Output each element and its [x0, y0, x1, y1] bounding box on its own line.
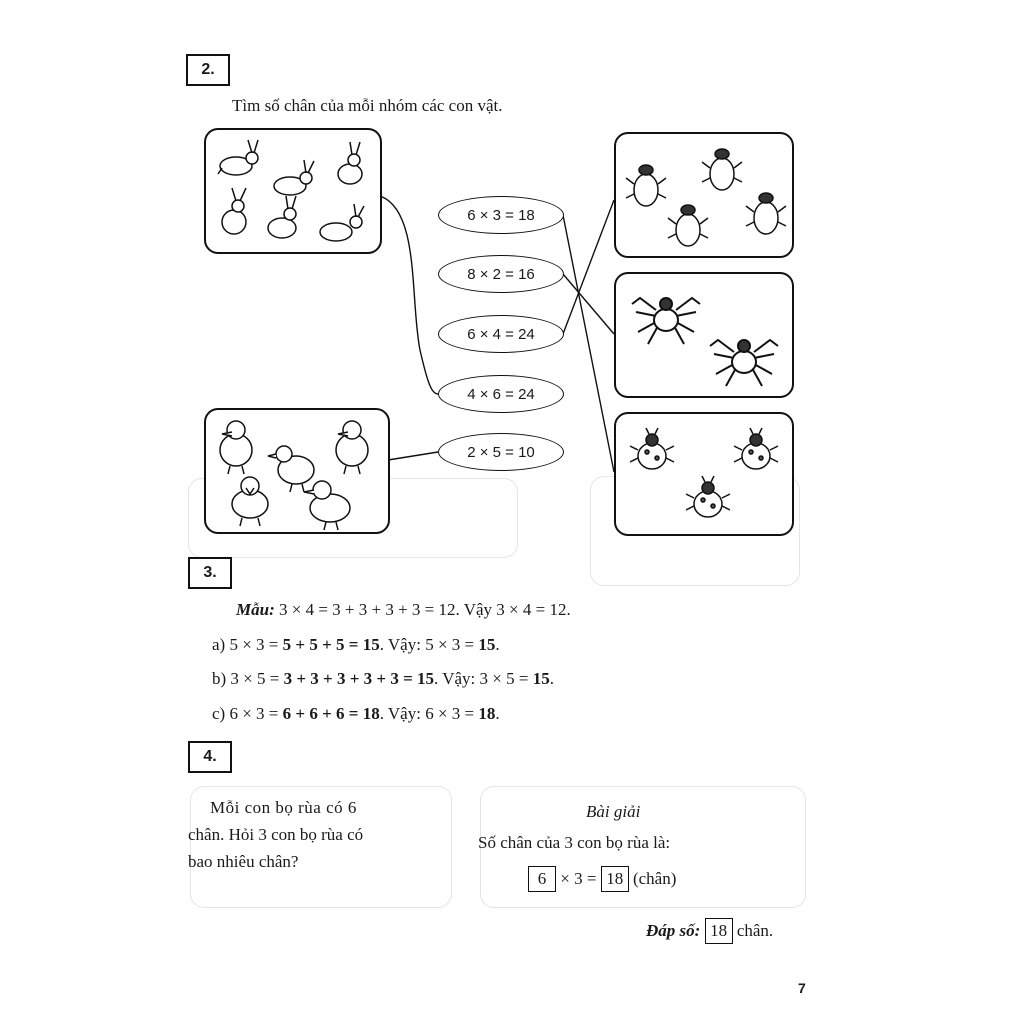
eq3-to-beetles-line — [563, 200, 614, 334]
calc-unit: (chân) — [632, 869, 677, 888]
exercise-prefix: c) 6 × 3 = — [212, 704, 283, 723]
final-answer — [646, 918, 773, 944]
exercise-end: . — [495, 635, 500, 654]
solution-title: Bài giải — [586, 802, 641, 821]
exercise-sum: 6 + 6 + 6 = 18 — [282, 704, 380, 723]
equation-oval[interactable]: 6 × 3 = 18 — [438, 196, 564, 234]
exercise-prefix: b) 3 × 5 = — [212, 669, 284, 688]
example-text: 3 × 4 = 3 + 3 + 3 + 3 = 12. Vậy 3 × 4 = 12. — [274, 600, 571, 619]
problem-line: Mỗi con bọ rùa có 6 — [210, 798, 357, 817]
exercise-result: 15 — [532, 669, 550, 688]
example-label: Mẫu: — [236, 600, 275, 619]
answer-box[interactable]: 6 — [528, 866, 556, 892]
equation-oval[interactable]: 4 × 6 = 24 — [438, 375, 564, 413]
exercise-prefix: a) 5 × 3 = — [212, 635, 283, 654]
answer-unit: chân. — [736, 921, 774, 940]
problem-line: bao nhiêu chân? — [188, 852, 299, 871]
exercise-result: 18 — [478, 704, 496, 723]
section-3-label: 3. — [188, 557, 232, 589]
answer-box[interactable]: 18 — [601, 866, 629, 892]
exercise-mid: . Vậy: 3 × 5 = — [434, 669, 533, 688]
page-number: 7 — [798, 980, 806, 996]
calc-operator: × 3 = — [560, 869, 597, 888]
example-line — [236, 600, 571, 620]
eq2-to-spiders-line — [563, 274, 614, 334]
section-2-instruction: Tìm số chân của mỗi nhóm các con vật. — [232, 96, 503, 115]
exercise-sum: 5 + 5 + 5 = 15 — [282, 635, 380, 654]
exercise-result: 15 — [478, 635, 496, 654]
exercise-mid: . Vậy: 6 × 3 = — [379, 704, 479, 723]
chicks-to-eq5-line — [388, 452, 438, 460]
equation-oval[interactable]: 8 × 2 = 16 — [438, 255, 564, 293]
solution-calc — [528, 866, 676, 892]
exercise-line-b — [212, 669, 554, 689]
answer-box[interactable]: 18 — [705, 918, 733, 944]
problem-line: chân. Hỏi 3 con bọ rùa có — [188, 825, 364, 844]
equation-oval[interactable]: 6 × 4 = 24 — [438, 315, 564, 353]
exercise-line-a — [212, 635, 500, 655]
exercise-line-c — [212, 704, 500, 724]
answer-label: Đáp số: — [646, 921, 701, 940]
exercise-mid: . Vậy: 5 × 3 = — [379, 635, 479, 654]
exercise-end: . — [549, 669, 554, 688]
exercise-end: . — [495, 704, 500, 723]
solution-line: Số chân của 3 con bọ rùa là: — [478, 833, 671, 852]
section-4-label: 4. — [188, 741, 232, 773]
section-2-label: 2. — [186, 54, 230, 86]
rabbits-to-eq4-line — [380, 196, 438, 394]
equation-oval[interactable]: 2 × 5 = 10 — [438, 433, 564, 471]
eq1-to-ladybugs-line — [563, 215, 614, 472]
exercise-sum: 3 + 3 + 3 + 3 + 3 = 15 — [283, 669, 435, 688]
